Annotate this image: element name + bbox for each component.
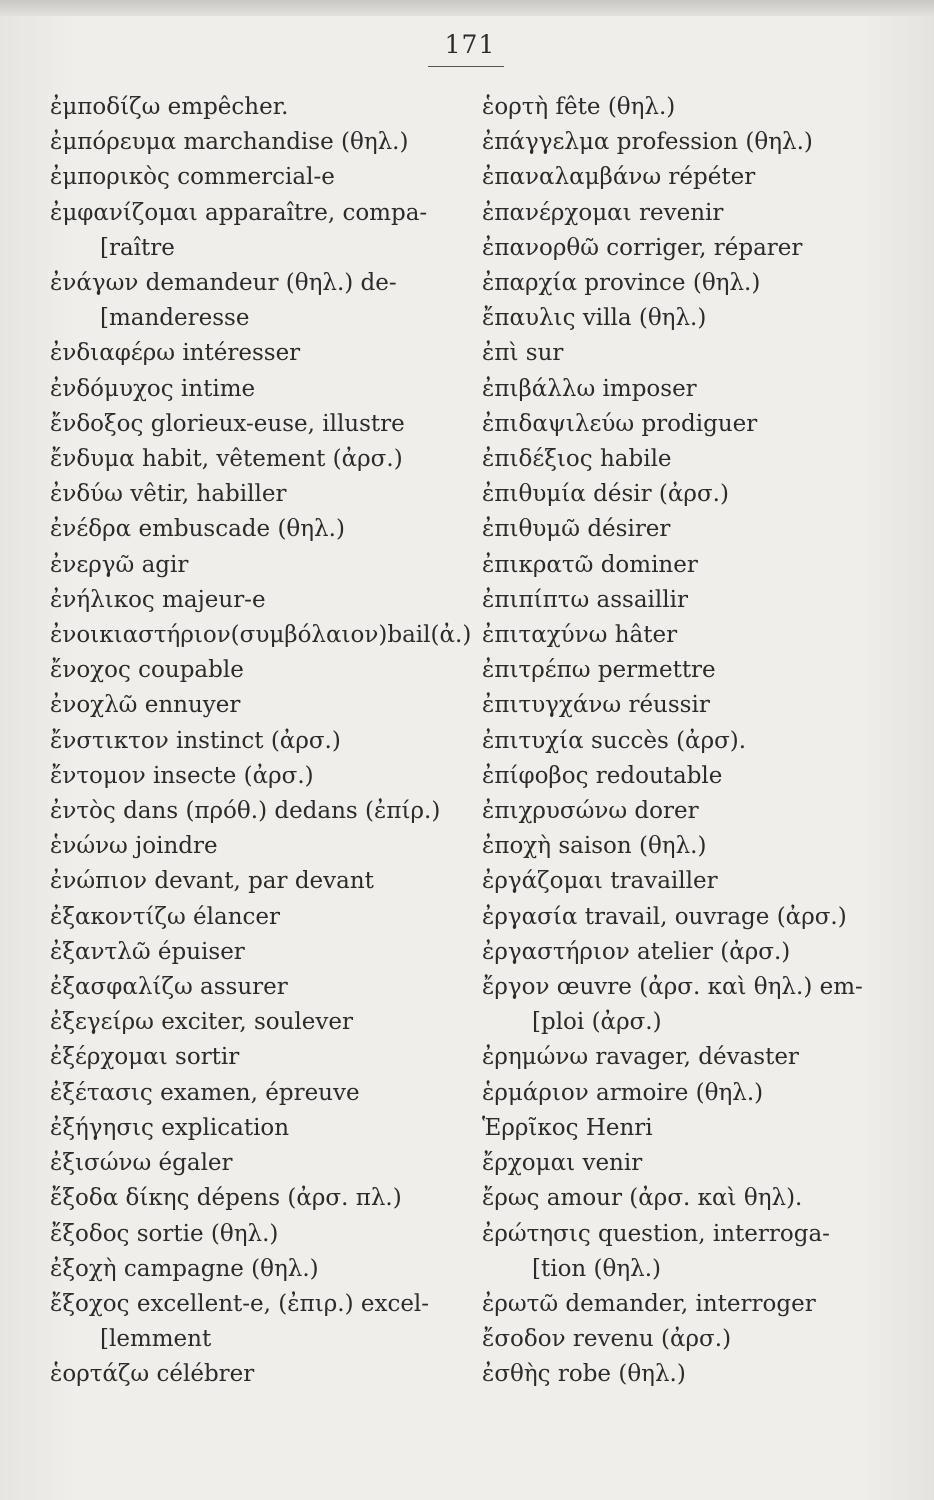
dictionary-entry: ἐξασφαλίζω assurer [50, 974, 288, 1001]
dictionary-entry: ἔξοδος sortie (θηλ.) [50, 1220, 279, 1247]
dictionary-entry: ἐνάγων demandeur (θηλ.) de- [50, 270, 397, 297]
dictionary-entry: ἐμποδίζω empêcher. [50, 94, 289, 120]
dictionary-entry: ἔξοδα δίκης dépens (ἀρσ. πλ.) [50, 1185, 402, 1212]
dictionary-entry: ἔπαυλις villa (θηλ.) [482, 305, 707, 332]
dictionary-entry: ἐπὶ sur [482, 340, 564, 367]
dictionary-entry: ἐπίφοβος redoutable [482, 762, 723, 789]
dictionary-entry: ἐπανορθῶ corriger, réparer [482, 234, 803, 261]
dictionary-entry: ἔρως amour (ἀρσ. καὶ θηλ). [482, 1185, 803, 1212]
dictionary-entry: ἐνώπιον devant, par devant [50, 868, 374, 895]
dictionary-entry: ἐπαναλαμβάνω répéter [482, 164, 756, 191]
page-number-rule [428, 66, 504, 67]
dictionary-entry: ἐνεργῶ agir [50, 551, 189, 578]
dictionary-entry: ἐπιπίπτω assaillir [482, 586, 688, 613]
dictionary-entry: ἐνοικιαστήριον(συμβόλαιον)bail(ἀ.) [50, 622, 472, 649]
dictionary-entry: ἔνοχος coupable [50, 657, 244, 684]
dictionary-entry: ἐνδύω vêtir, habiller [50, 481, 287, 508]
dictionary-entry: ἐρώτησις question, interroga- [482, 1220, 830, 1247]
dictionary-entry: ἐπιδαψιλεύω prodiguer [482, 410, 758, 437]
dictionary-entry: ἐνδιαφέρω intéresser [50, 340, 301, 367]
dictionary-entry: ἐπικρατῶ dominer [482, 551, 698, 578]
dictionary-entry: ἐμπόρευμα marchandise (θηλ.) [50, 129, 409, 156]
dictionary-entry: ἐμπορικὸς commercial-e [50, 164, 335, 191]
dictionary-entry: ἐπιτυχία succès (ἀρσ). [482, 727, 747, 754]
dictionary-entry: ἐπανέρχομαι revenir [482, 199, 724, 226]
page-number: 171 [444, 30, 496, 59]
dictionary-entry: ἐργασία travail, ouvrage (ἀρσ.) [482, 903, 847, 930]
dictionary-entry: ἔσοδον revenu (ἀρσ.) [482, 1326, 732, 1353]
dictionary-entry: ἐνήλικος majeur-e [50, 586, 266, 613]
dictionary-entry: ἐρημώνω ravager, dévaster [482, 1044, 799, 1071]
dictionary-entry-continuation: [manderesse [100, 305, 250, 332]
dictionary-entry: ἐπιτρέπω permettre [482, 657, 716, 684]
dictionary-entry: ἐπιδέξιος habile [482, 446, 672, 473]
dictionary-entry: ἐνοχλῶ ennuyer [50, 692, 241, 719]
dictionary-entry: ἐποχὴ saison (θηλ.) [482, 833, 707, 860]
dictionary-entry: ἔργον œuvre (ἀρσ. καὶ θηλ.) em- [482, 974, 863, 1001]
dictionary-entry: ἑορτάζω célébrer [50, 1361, 255, 1388]
dictionary-entry: ἔντομον insecte (ἀρσ.) [50, 762, 314, 789]
dictionary-entry-continuation: [lemment [100, 1326, 212, 1353]
dictionary-entry: ἐνδόμυχος intime [50, 375, 256, 402]
dictionary-entry-continuation: [ploi (ἀρσ.) [532, 1009, 662, 1036]
dictionary-entry: ἑρμάριον armoire (θηλ.) [482, 1079, 764, 1106]
dictionary-entry: ἐπιχρυσώνω dorer [482, 798, 699, 825]
dictionary-entry: ἐρωτῶ demander, interroger [482, 1290, 816, 1317]
dictionary-entry: ἐμφανίζομαι apparaître, compa- [50, 199, 428, 226]
dictionary-entry: ἐργάζομαι travailler [482, 868, 718, 895]
dictionary-entry: ἐξεγείρω exciter, soulever [50, 1009, 353, 1036]
dictionary-entry: ἐπάγγελμα profession (θηλ.) [482, 129, 813, 156]
dictionary-entry: Ἑρρῖκος Henri [482, 1114, 653, 1141]
dictionary-entry: ἐντὸς dans (πρόθ.) dedans (ἐπίρ.) [50, 798, 441, 825]
dictionary-entry: ἐργαστήριον atelier (ἀρσ.) [482, 938, 791, 965]
dictionary-entry: ἐξακοντίζω élancer [50, 903, 280, 930]
dictionary-entry: ἐπιθυμία désir (ἀρσ.) [482, 481, 729, 508]
left-column [50, 90, 470, 1393]
dictionary-entry: ἐξισώνω égaler [50, 1150, 233, 1177]
right-column [482, 90, 922, 1393]
dictionary-entry: ἐπιτυγχάνω réussir [482, 692, 710, 719]
dictionary-entry: ἐπιταχύνω hâter [482, 622, 678, 649]
dictionary-entry: ἐπαρχία province (θηλ.) [482, 270, 761, 297]
dictionary-entry: ἐπιβάλλω imposer [482, 375, 697, 402]
dictionary-entry: ἐξαντλῶ épuiser [50, 938, 245, 965]
page-top-edge [0, 0, 934, 16]
dictionary-entry: ἐπιθυμῶ désirer [482, 516, 671, 543]
dictionary-entry: ἐξοχὴ campagne (θηλ.) [50, 1255, 319, 1282]
dictionary-entry: ἐσθὴς robe (θηλ.) [482, 1361, 686, 1388]
dictionary-entry: ἐξέρχομαι sortir [50, 1044, 240, 1071]
dictionary-entry: ἐξέτασις examen, épreuve [50, 1079, 360, 1106]
dictionary-entry-continuation: [tion (θηλ.) [532, 1255, 662, 1282]
dictionary-entry: ἑορτὴ fête (θηλ.) [482, 94, 676, 120]
dictionary-entry: ἑνώνω joindre [50, 833, 218, 860]
dictionary-entry: ἔνστικτον instinct (ἀρσ.) [50, 727, 341, 754]
dictionary-entry-continuation: [raître [100, 234, 175, 261]
dictionary-entry: ἐνέδρα embuscade (θηλ.) [50, 516, 345, 543]
dictionary-entry: ἔρχομαι venir [482, 1150, 643, 1177]
dictionary-entry: ἐξήγησις explication [50, 1114, 290, 1141]
dictionary-entry: ἔνδυμα habit, vêtement (ἀρσ.) [50, 446, 403, 473]
dictionary-entry: ἔνδοξος glorieux-euse, illustre [50, 410, 405, 437]
dictionary-entry: ἔξοχος excellent-e, (ἐπιρ.) excel- [50, 1290, 430, 1317]
